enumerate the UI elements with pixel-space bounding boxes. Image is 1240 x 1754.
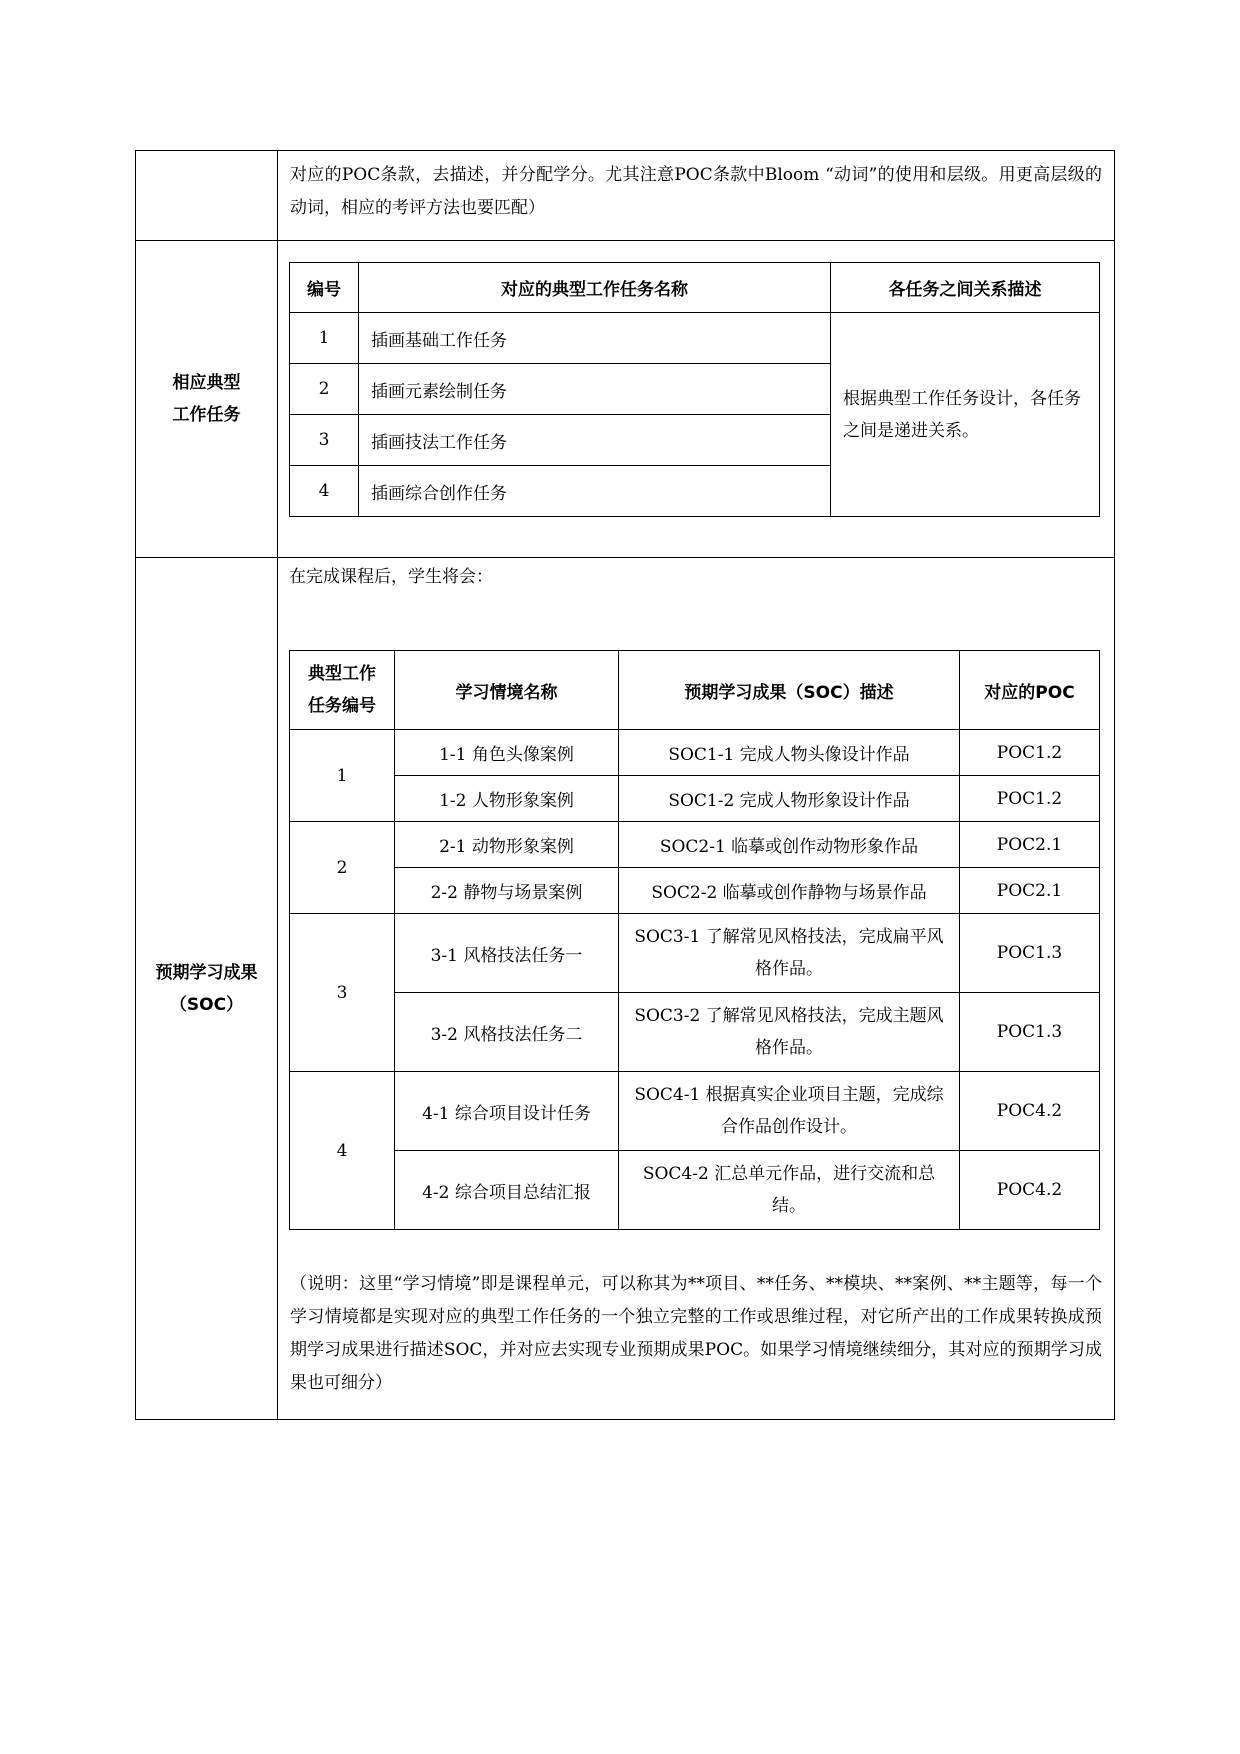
soc-context: 1-1 角色头像案例 xyxy=(395,730,619,776)
table-row xyxy=(290,868,1100,914)
tasks-label xyxy=(136,241,278,558)
soc-desc: SOC4-2 汇总单元作品，进行交流和总结。 xyxy=(619,1151,960,1230)
soc-header-task-no-line1: 典型工作 xyxy=(308,664,376,684)
task-no: 1 xyxy=(290,313,359,364)
task-name: 插画基础工作任务 xyxy=(359,313,831,364)
task-no: 4 xyxy=(290,466,359,517)
soc-context: 3-2 风格技法任务二 xyxy=(395,993,619,1072)
tasks-header-relation: 各任务之间关系描述 xyxy=(831,263,1100,313)
tasks-header-row xyxy=(290,263,1100,313)
soc-lead: 在完成课程后，学生将会： xyxy=(289,567,493,587)
soc-header-task-no-line2: 任务编号 xyxy=(308,696,376,716)
intro-cell xyxy=(278,151,1115,241)
soc-desc: SOC3-1 了解常见风格技法，完成扁平风格作品。 xyxy=(619,914,960,993)
soc-desc: SOC2-2 临摹或创作静物与场景作品 xyxy=(619,868,960,914)
tasks-header-name: 对应的典型工作任务名称 xyxy=(359,263,831,313)
table-row xyxy=(290,776,1100,822)
soc-desc: SOC2-1 临摹或创作动物形象作品 xyxy=(619,822,960,868)
soc-task-no: 4 xyxy=(290,1072,395,1230)
task-no: 3 xyxy=(290,415,359,466)
tasks-row xyxy=(136,241,1115,558)
tasks-label-line1: 相应典型 xyxy=(172,373,241,393)
soc-context: 2-1 动物形象案例 xyxy=(395,822,619,868)
soc-desc: SOC1-2 完成人物形象设计作品 xyxy=(619,776,960,822)
soc-desc: SOC3-2 了解常见风格技法，完成主题风格作品。 xyxy=(619,993,960,1072)
soc-header-context: 学习情境名称 xyxy=(395,651,619,730)
task-name: 插画综合创作任务 xyxy=(359,466,831,517)
soc-task-no: 1 xyxy=(290,730,395,822)
table-row xyxy=(290,914,1100,993)
soc-poc: POC4.2 xyxy=(960,1072,1100,1151)
soc-context: 4-2 综合项目总结汇报 xyxy=(395,1151,619,1230)
table-row xyxy=(290,730,1100,776)
intro-row xyxy=(136,151,1115,241)
task-name: 插画技法工作任务 xyxy=(359,415,831,466)
table-row xyxy=(290,1151,1100,1230)
soc-label-line2: （SOC） xyxy=(169,994,244,1015)
intro-label-cell xyxy=(136,151,278,241)
soc-note: （说明：这里“学习情境”即是课程单元，可以称其为**项目、**任务、**模块、**案例、**主题等，每一个学习情境都是实现对应的典型工作任务的一个独立完整的工作或思维过程，对它所产出的工作成果转换成预期学习成果进行描述SOC，并对应去实现专业预期成果POC。如果学习情境继续细分，其对应的预期学习成果也可细分） xyxy=(290,1274,1102,1393)
task-relation: 根据典型工作任务设计，各任务之间是递进关系。 xyxy=(831,313,1100,517)
soc-table xyxy=(289,650,1100,1230)
soc-poc: POC1.3 xyxy=(960,993,1100,1072)
soc-context: 3-1 风格技法任务一 xyxy=(395,914,619,993)
course-table xyxy=(135,150,1115,1420)
soc-label-line1: 预期学习成果 xyxy=(155,962,258,983)
soc-poc: POC4.2 xyxy=(960,1151,1100,1230)
task-no: 2 xyxy=(290,364,359,415)
soc-cell xyxy=(278,558,1115,1420)
table-row xyxy=(290,993,1100,1072)
tasks-header-no: 编号 xyxy=(290,263,359,313)
soc-header-poc: 对应的POC xyxy=(960,651,1100,730)
soc-context: 4-1 综合项目设计任务 xyxy=(395,1072,619,1151)
soc-task-no: 2 xyxy=(290,822,395,914)
tasks-table xyxy=(289,262,1100,517)
soc-context: 2-2 静物与场景案例 xyxy=(395,868,619,914)
soc-poc: POC1.3 xyxy=(960,914,1100,993)
soc-poc: POC1.2 xyxy=(960,730,1100,776)
soc-task-no: 3 xyxy=(290,914,395,1072)
soc-header-task-no xyxy=(290,651,395,730)
tasks-cell xyxy=(278,241,1115,558)
soc-row xyxy=(136,558,1115,1420)
table-row xyxy=(290,313,1100,364)
soc-desc: SOC1-1 完成人物头像设计作品 xyxy=(619,730,960,776)
soc-context: 1-2 人物形象案例 xyxy=(395,776,619,822)
tasks-label-line2: 工作任务 xyxy=(172,405,241,425)
soc-header-soc: 预期学习成果（SOC）描述 xyxy=(619,651,960,730)
soc-poc: POC2.1 xyxy=(960,822,1100,868)
soc-poc: POC2.1 xyxy=(960,868,1100,914)
intro-text: 对应的POC条款，去描述，并分配学分。尤其注意POC条款中Bloom “动词”的使用和层级。用更高层级的动词，相应的考评方法也要匹配） xyxy=(290,165,1102,218)
soc-poc: POC1.2 xyxy=(960,776,1100,822)
soc-label xyxy=(136,558,278,1420)
soc-desc: SOC4-1 根据真实企业项目主题，完成综合作品创作设计。 xyxy=(619,1072,960,1151)
task-name: 插画元素绘制任务 xyxy=(359,364,831,415)
table-row xyxy=(290,1072,1100,1151)
soc-header-row xyxy=(290,651,1100,730)
table-row xyxy=(290,822,1100,868)
